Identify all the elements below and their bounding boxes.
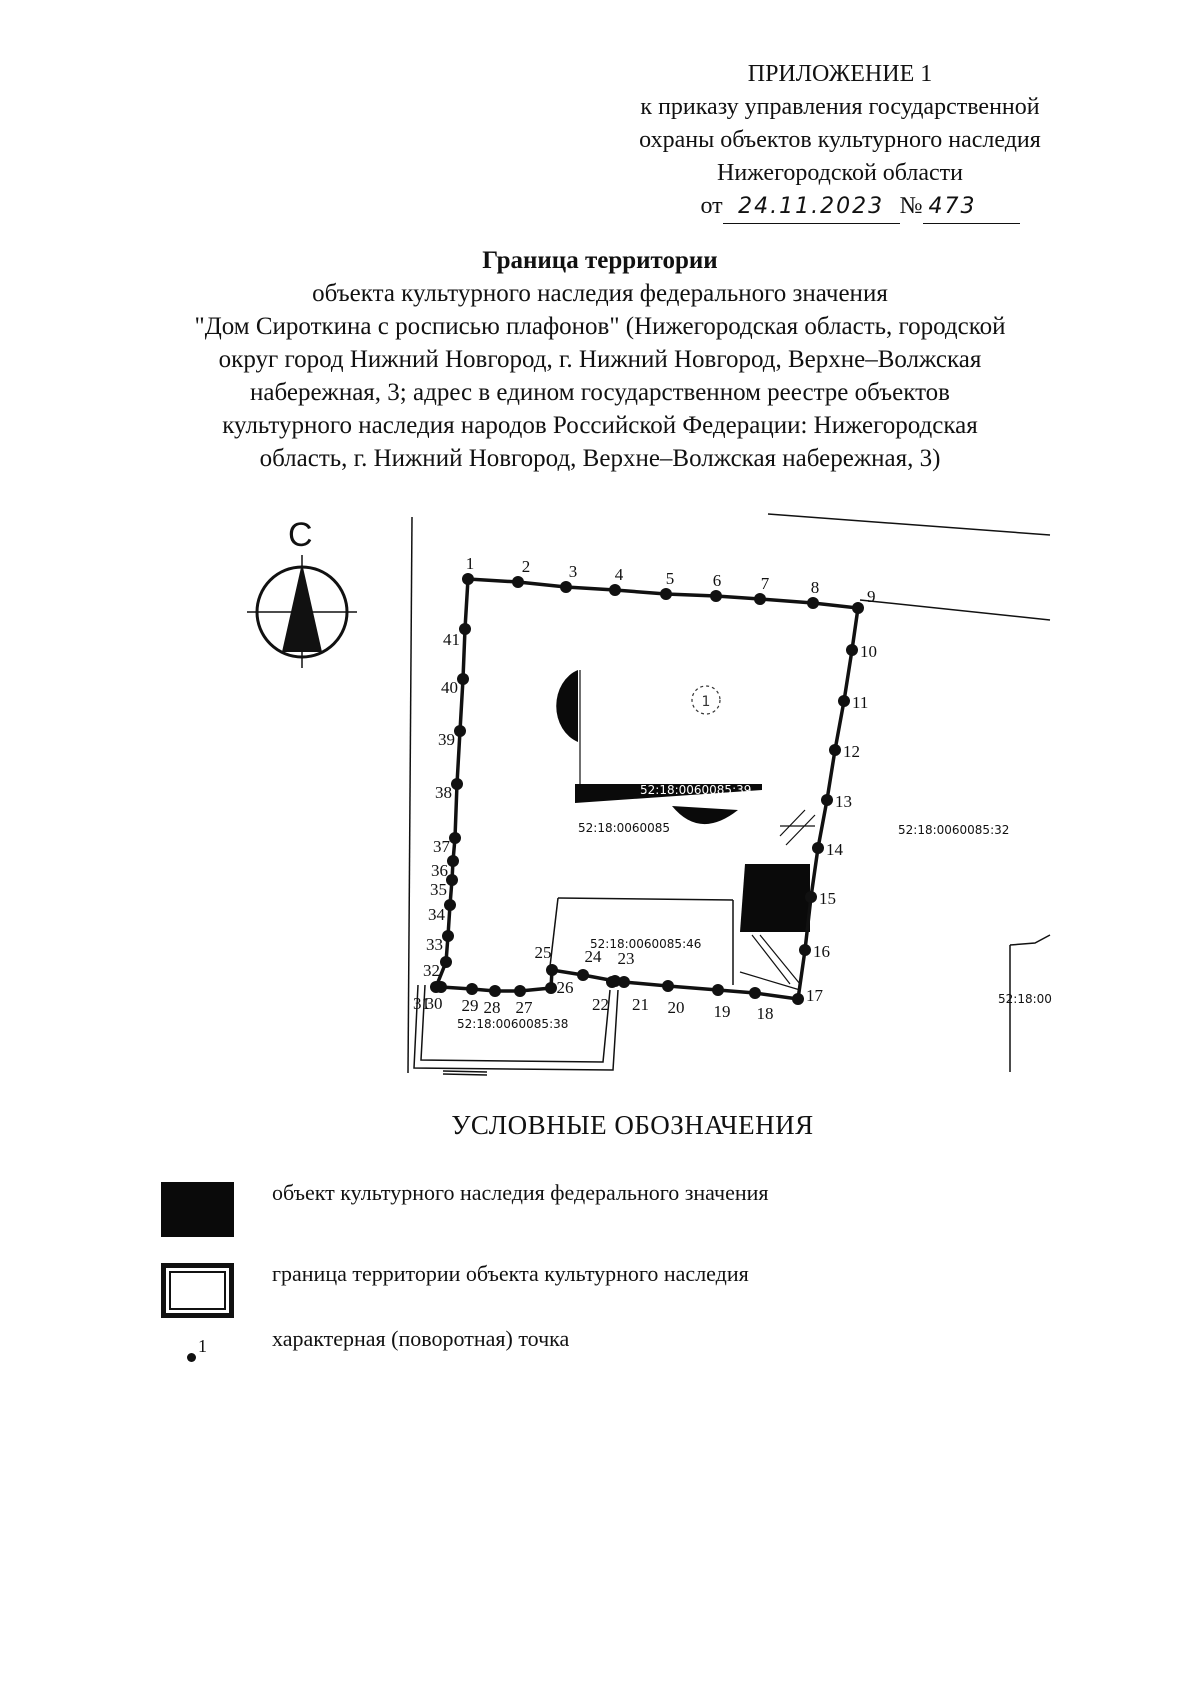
boundary-point-marker: [459, 623, 471, 635]
legend-heritage-object-icon: [161, 1182, 234, 1237]
legend-point-marker-icon: [187, 1353, 196, 1362]
boundary-point-marker: [812, 842, 824, 854]
boundary-point-marker: [449, 832, 461, 844]
legend-item-label: объект культурного наследия федерального значения: [272, 1180, 769, 1205]
boundary-point-label: 31: [413, 994, 430, 1013]
parcel-label: 52:18:0060085:46: [590, 937, 702, 951]
boundary-point-label: 16: [813, 942, 830, 961]
boundary-point-label: 20: [667, 998, 685, 1017]
boundary-point-label: 35: [430, 880, 447, 899]
parcel-label: 52:18:00: [998, 992, 1052, 1006]
boundary-point-label: 27: [515, 998, 533, 1017]
boundary-point-label: 32: [423, 961, 440, 980]
boundary-point-label: 26: [556, 978, 574, 997]
boundary-point-marker: [846, 644, 858, 656]
boundary-point-marker: [799, 944, 811, 956]
boundary-point-marker: [792, 993, 804, 1005]
boundary-point-label: 33: [426, 935, 443, 954]
boundary-point-label: 24: [584, 947, 602, 966]
boundary-point-label: 11: [852, 693, 869, 712]
parcel-label: 52:18:0060085:32: [898, 823, 1010, 837]
legend-item-label: характерная (поворотная) точка: [272, 1326, 570, 1351]
compass-north-letter: С: [288, 516, 313, 554]
boundary-point-label: 19: [713, 1002, 731, 1021]
boundary-point-marker: [489, 985, 501, 997]
boundary-point-marker: [454, 725, 466, 737]
boundary-point-label: 21: [632, 995, 649, 1014]
boundary-point-marker: [754, 593, 766, 605]
boundary-point-marker: [466, 983, 478, 995]
parcel-label: 52:18:0060085:39: [640, 783, 752, 797]
boundary-point-marker: [805, 891, 817, 903]
boundary-point-marker: [560, 581, 572, 593]
title-heading: Граница территории: [482, 247, 718, 274]
boundary-point-marker: [829, 744, 841, 756]
boundary-point-label: 5: [665, 569, 675, 588]
boundary-point-marker: [807, 597, 819, 609]
boundary-point-marker: [609, 975, 621, 987]
boundary-point-marker: [512, 576, 524, 588]
date-prefix: от: [700, 193, 723, 219]
boundary-point-label: 41: [443, 630, 460, 649]
boundary-point-label: 39: [438, 730, 455, 749]
boundary-point-label: 22: [592, 995, 609, 1014]
boundary-point-label: 15: [819, 889, 836, 908]
boundary-point-label: 34: [428, 905, 445, 924]
boundary-point-label: 4: [614, 565, 624, 584]
boundary-point-marker: [749, 987, 761, 999]
legend-point-sample-label: 1: [198, 1336, 207, 1356]
boundary-point-label: 28: [483, 998, 501, 1017]
boundary-point-marker: [838, 695, 850, 707]
boundary-point-label: 29: [461, 996, 479, 1015]
boundary-point-marker: [447, 855, 459, 867]
boundary-point-label: 12: [843, 742, 860, 761]
boundary-point-marker: [440, 956, 452, 968]
boundary-point-label: 38: [435, 783, 452, 802]
boundary-point-label: 23: [617, 949, 635, 968]
boundary-point-label: 10: [860, 642, 877, 661]
boundary-point-label: 1: [465, 554, 475, 573]
boundary-point-marker: [442, 930, 454, 942]
title-line: объекта культурного наследия федерального значения: [312, 280, 888, 307]
boundary-point-label: 9: [867, 587, 876, 606]
boundary-point-marker: [462, 573, 474, 585]
boundary-point-label: 14: [826, 840, 843, 859]
boundary-point-marker: [662, 980, 674, 992]
legend-territory-boundary-icon: [161, 1263, 234, 1318]
boundary-point-marker: [712, 984, 724, 996]
boundary-point-label: 7: [760, 574, 770, 593]
title-line: набережная, 3; адрес в едином государственном реестре объектов: [250, 379, 950, 406]
boundary-point-marker: [457, 673, 469, 685]
handwritten-number: 473: [923, 190, 1020, 224]
boundary-point-marker: [545, 982, 557, 994]
boundary-point-label: 17: [806, 986, 823, 1005]
boundary-point-marker: [710, 590, 722, 602]
boundary-point-marker: [444, 899, 456, 911]
boundary-point-marker: [430, 981, 442, 993]
title-line: область, г. Нижний Новгород, Верхне–Волжская набережная, 3): [259, 445, 941, 472]
boundary-point-label: 25: [534, 943, 552, 962]
legend-title: УСЛОВНЫЕ ОБОЗНАЧЕНИЯ: [451, 1110, 814, 1140]
boundary-point-marker: [577, 969, 589, 981]
boundary-point-label: 37: [433, 837, 450, 856]
number-prefix: №: [899, 193, 923, 219]
boundary-point-marker: [660, 588, 672, 600]
appendix-line: Нижегородской области: [716, 160, 964, 186]
boundary-point-label: 2: [521, 557, 531, 576]
appendix-line: охраны объектов культурного наследия: [639, 127, 1041, 153]
boundary-point-label: 36: [431, 861, 448, 880]
boundary-point-label: 3: [568, 562, 578, 581]
boundary-point-marker: [609, 584, 621, 596]
boundary-point-label: 8: [810, 578, 820, 597]
handwritten-date: 24.11.2023: [723, 190, 900, 224]
north-arrow-icon: [247, 555, 357, 668]
boundary-point-label: 6: [712, 571, 722, 590]
boundary-point-label: 40: [441, 678, 458, 697]
boundary-point-marker: [821, 794, 833, 806]
boundary-point-label: 13: [835, 792, 852, 811]
title-line: округ город Нижний Новгород, г. Нижний Новгород, Верхне–Волжская: [218, 346, 982, 373]
boundary-point-marker: [546, 964, 558, 976]
parcel-label: 52:18:0060085:38: [457, 1017, 569, 1031]
boundary-point-marker: [852, 602, 864, 614]
parcel-label: 52:18:0060085: [578, 821, 671, 835]
boundary-point-label: 18: [756, 1004, 774, 1023]
center-marker-label: 1: [701, 694, 711, 710]
appendix-title: ПРИЛОЖЕНИЕ 1: [747, 61, 933, 87]
boundary-point-label: 30: [425, 994, 443, 1013]
boundary-point-marker: [451, 778, 463, 790]
boundary-point-marker: [514, 985, 526, 997]
legend-item-label: граница территории объекта культурного наследия: [272, 1261, 749, 1286]
appendix-line: к приказу управления государственной: [640, 94, 1040, 120]
title-line: "Дом Сироткина с росписью плафонов" (Нижегородская область, городской: [194, 313, 1006, 340]
title-line: культурного наследия народов Российской Федерации: Нижегородская: [222, 412, 978, 439]
